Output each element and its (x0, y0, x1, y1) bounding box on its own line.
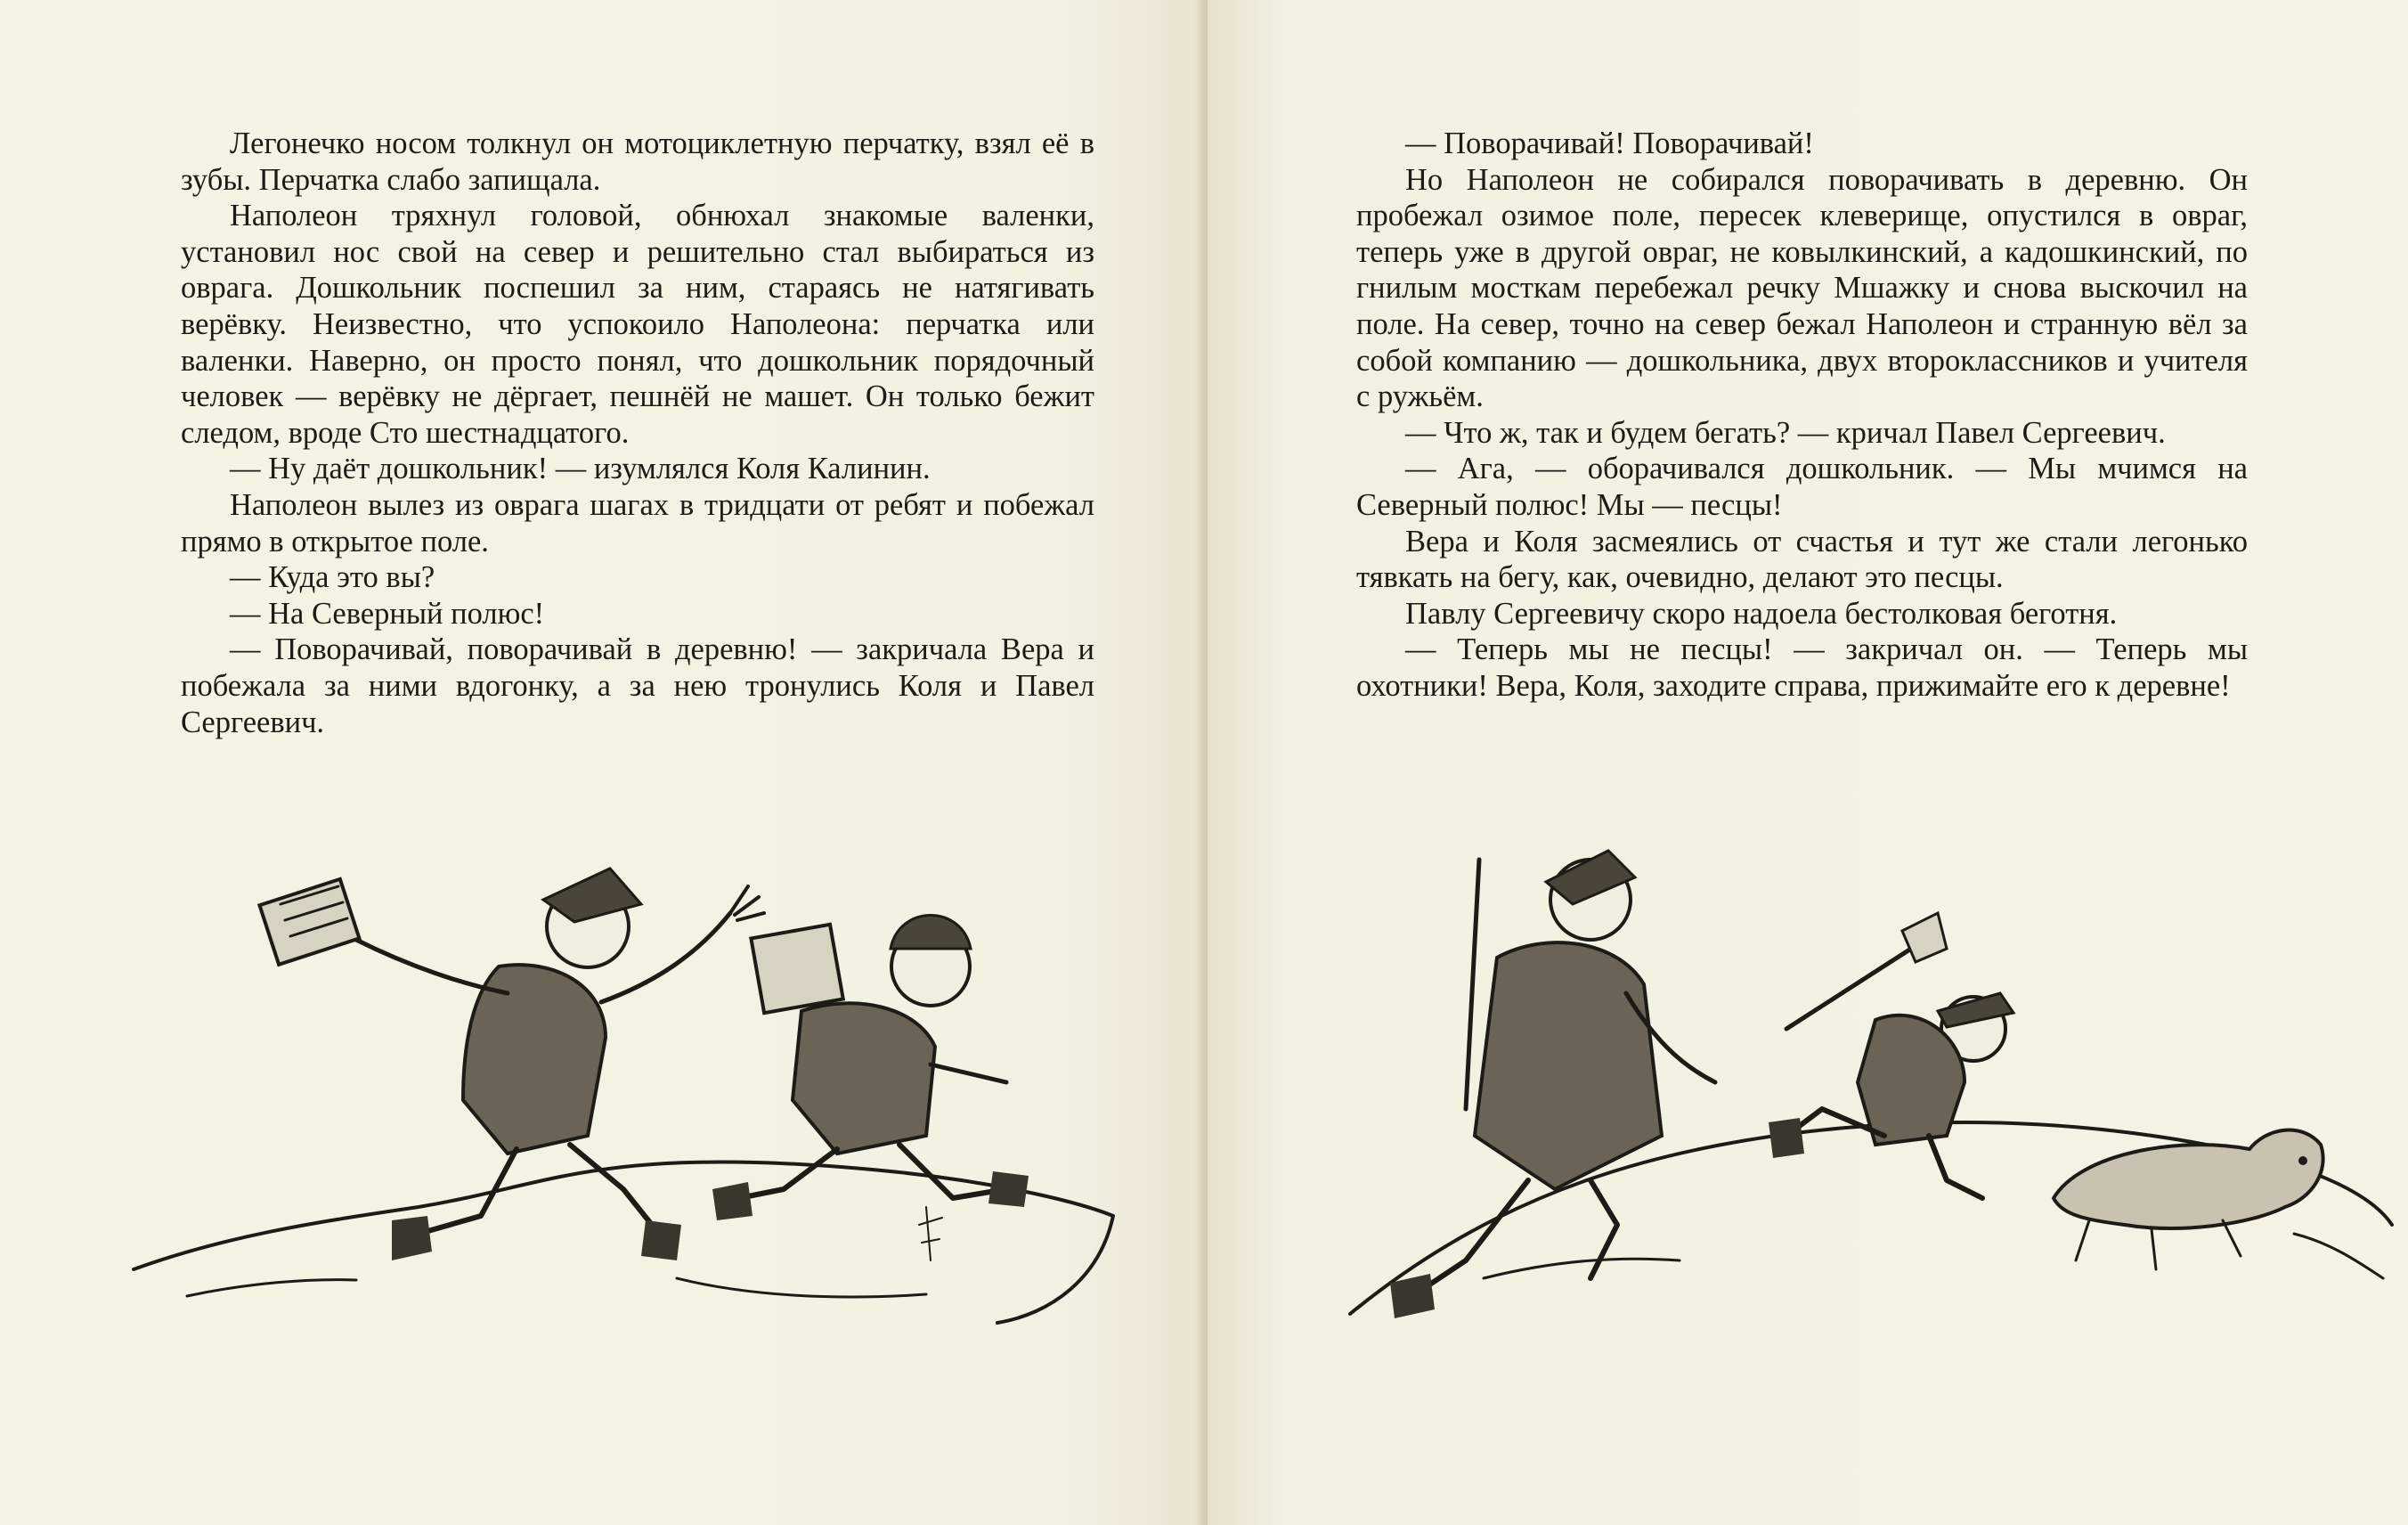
illustration-running-boys (125, 815, 1140, 1350)
running-boy-figure (259, 869, 764, 1260)
paragraph: — Куда это вы? (230, 560, 435, 595)
left-page-text (181, 126, 1094, 740)
right-page (1208, 0, 2408, 1525)
running-teacher-figure (1390, 851, 1715, 1318)
paragraph: — Ага, — оборачивался дошкольник. — Мы мчимся на Северный полюс! Мы — песцы! (1356, 452, 2248, 522)
running-fox-figure (2054, 1130, 2323, 1269)
paragraph: — Теперь мы не песцы! — закричал он. — Теперь мы охотники! Вера, Коля, заходите справа, прижимайте его к деревне! (1356, 632, 2248, 703)
paragraph: — Ну даёт дошкольник! — изумлялся Коля Калинин. (230, 452, 931, 486)
right-page-text (1356, 126, 2248, 705)
paragraph: Павлу Сергеевичу скоро надоела бестолковая беготня. (1405, 596, 2118, 631)
paragraph: Наполеон тряхнул головой, обнюхал знакомые валенки, установил нос свой на север и решительно стал выбираться из оврага. Дошкольник поспешил за ним, стараясь не натягивать верёвку. Неизвестно, что успокоило Наполеона: перчатка или валенки. Наверно, он просто понял, что дошкольник порядочный человек — верёвку не дёргает, пешнёй не машет. Он только бежит следом, вроде Сто шестнадцатого. (181, 199, 1094, 450)
illustration-chase (1323, 815, 2401, 1385)
paragraph: — На Северный полюс! (230, 596, 545, 631)
running-boy-figure (1769, 913, 2013, 1198)
paragraph: Но Наполеон не собирался поворачивать в деревню. Он пробежал озимое поле, пересек клеверище, опустился в овраг, теперь уже в другой овраг, не ковылкинский, а кадошкинский, по гнилым мосткам перебежал речку Мшажку и снова выскочил на поле. На север, точно на север бежал Наполеон и странную вёл за собой компанию — дошкольника, двух второклассников и учителя с ружьём. (1356, 162, 2248, 414)
paragraph: — Поворачивай, поворачивай в деревню! — закричала Вера и побежала за ними вдогонку, а за нею тронулись Коля и Павел Сергеевич. (181, 632, 1094, 739)
paragraph: — Поворачивай! Поворачивай! (1405, 126, 1814, 160)
paragraph: Наполеон вылез из оврага шагах в тридцати от ребят и побежал прямо в открытое поле. (181, 487, 1094, 559)
paragraph: Легонечко носом толкнул он мотоциклетную перчатку, взял её в зубы. Перчатка слабо запищала. (181, 126, 1094, 197)
running-boy-figure (712, 916, 1029, 1221)
paragraph: Вера и Коля засмеялись от счастья и тут же стали легонько тявкать на бегу, как, очевидно, делают это песцы. (1356, 524, 2248, 595)
paragraph: — Что ж, так и будем бегать? — кричал Павел Сергеевич. (1405, 415, 2166, 450)
